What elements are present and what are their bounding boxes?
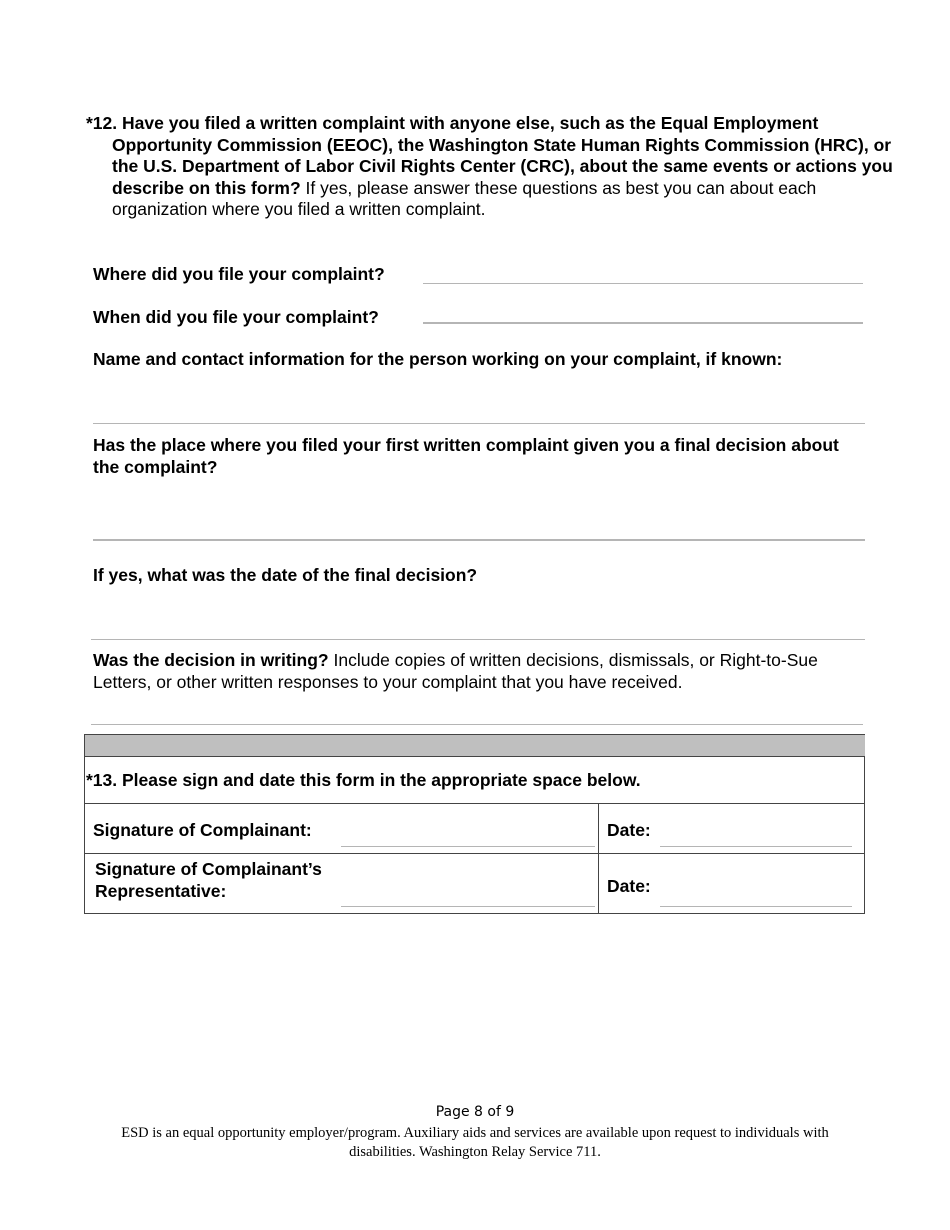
decision-date-input[interactable] <box>91 639 865 640</box>
decision-writing-bold: Was the decision in writing? <box>93 650 329 670</box>
contact-info-label: Name and contact information for the person working on your complaint, if known: <box>93 349 783 369</box>
footer-notice <box>0 1124 950 1162</box>
when-filed-label: When did you file your complaint? <box>93 307 379 327</box>
page-number: Page 8 of 9 <box>435 1104 515 1120</box>
where-filed-label: Where did you file your complaint? <box>93 264 385 284</box>
table-divider <box>85 853 865 854</box>
signature-table-header-band <box>85 735 865 757</box>
footer-notice-text: ESD is an equal opportunity employer/program. Auxiliary aids and services are available upon request to individuals with disabilities. Washington Relay Service 711. <box>121 1125 829 1160</box>
where-filed-input[interactable] <box>423 283 863 284</box>
final-decision-label: Has the place where you filed your first written complaint given you a final decision about the complaint? <box>93 435 839 477</box>
when-filed-input[interactable] <box>423 322 863 324</box>
question-12-instructions: If yes, please answer these questions as best you can about each organization where you filed a written complaint. <box>112 177 817 219</box>
representative-date-input[interactable] <box>660 906 852 907</box>
complainant-date-label: Date: <box>607 820 651 840</box>
representative-signature-label: Signature of Complainant’s Representative: <box>95 859 322 901</box>
complainant-signature-input[interactable] <box>341 846 595 847</box>
representative-signature-input[interactable] <box>341 906 595 907</box>
question-12-bold: *12. Have you filed a written complaint with anyone else, such as the Equal Employment Opportunity Commission (EEOC), the Washington State Human Rights Commission (HRC), or the U.S. Department of Labor Civil Rights Center (CRC), about the same events or actions you describe on this form? <box>86 113 893 198</box>
complainant-signature-label: Signature of Complainant: <box>93 820 312 840</box>
decision-writing-instructions: Include copies of written decisions, dismissals, or Right-to-Sue Letters, or other written responses to your complaint that you have received. <box>93 650 818 692</box>
final-decision-input[interactable] <box>93 539 865 541</box>
table-column-divider <box>598 803 599 914</box>
representative-date-label: Date: <box>607 876 651 896</box>
complainant-date-input[interactable] <box>660 846 852 847</box>
contact-info-input[interactable] <box>93 423 865 424</box>
decision-writing-text <box>93 649 853 693</box>
table-divider <box>85 803 865 804</box>
question-13-title: *13. Please sign and date this form in the appropriate space below. <box>86 770 641 790</box>
decision-date-label: If yes, what was the date of the final decision? <box>93 565 478 585</box>
question-12 <box>86 113 902 221</box>
decision-writing-input[interactable] <box>91 724 863 725</box>
